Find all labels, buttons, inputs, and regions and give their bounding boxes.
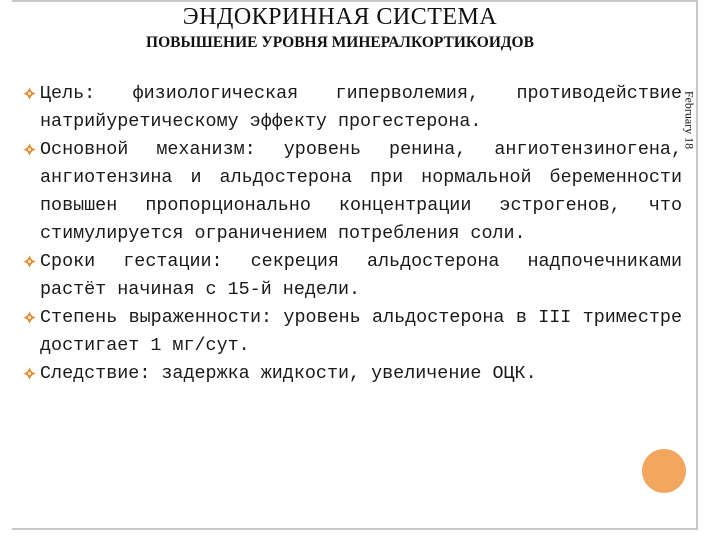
decorative-circle: [642, 449, 686, 493]
bullet-item: [22, 248, 682, 304]
bullet-item: [22, 360, 682, 388]
bullet-item: [22, 136, 682, 248]
slide-subtitle: ПОВЫШЕНИЕ УРОВНЯ МИНЕРАЛКОРТИКОИДОВ: [146, 34, 534, 51]
slide-title: ЭНДОКРИННАЯ СИСТЕМА: [182, 4, 498, 30]
bullet-text: Цель: физиологическая гиперволемия, противодействие натрийуретическому эффекту прогестерона.: [40, 83, 682, 132]
fleuron-icon: [22, 254, 37, 269]
bullet-text: Сроки гестации: секреция альдостерона надпочечниками растёт начиная с 15-й недели.: [40, 251, 682, 300]
fleuron-icon: [22, 142, 37, 157]
bullet-list: [22, 80, 682, 388]
frame-top-line: [12, 0, 696, 2]
bullet-text: Степень выраженности: уровень альдостерона в III триместре достигает 1 мг/сут.: [40, 307, 682, 356]
frame-right-line: [696, 0, 698, 528]
fleuron-icon: [22, 310, 37, 325]
fleuron-icon: [22, 86, 37, 101]
bullet-text: Основной механизм: уровень ренина, ангиотензиногена, ангиотензина и альдостерона при нормальной беременности повышен пропорционально концентрации эстрогенов, что стимулируется ограничением потребления соли.: [40, 139, 682, 244]
frame-bottom-line: [12, 528, 698, 530]
bullet-item: [22, 80, 682, 136]
side-date-label: February 18: [682, 90, 697, 150]
bullet-text: Следствие: задержка жидкости, увеличение ОЦК.: [40, 363, 537, 384]
bullet-item: [22, 304, 682, 360]
fleuron-icon: [22, 366, 37, 381]
